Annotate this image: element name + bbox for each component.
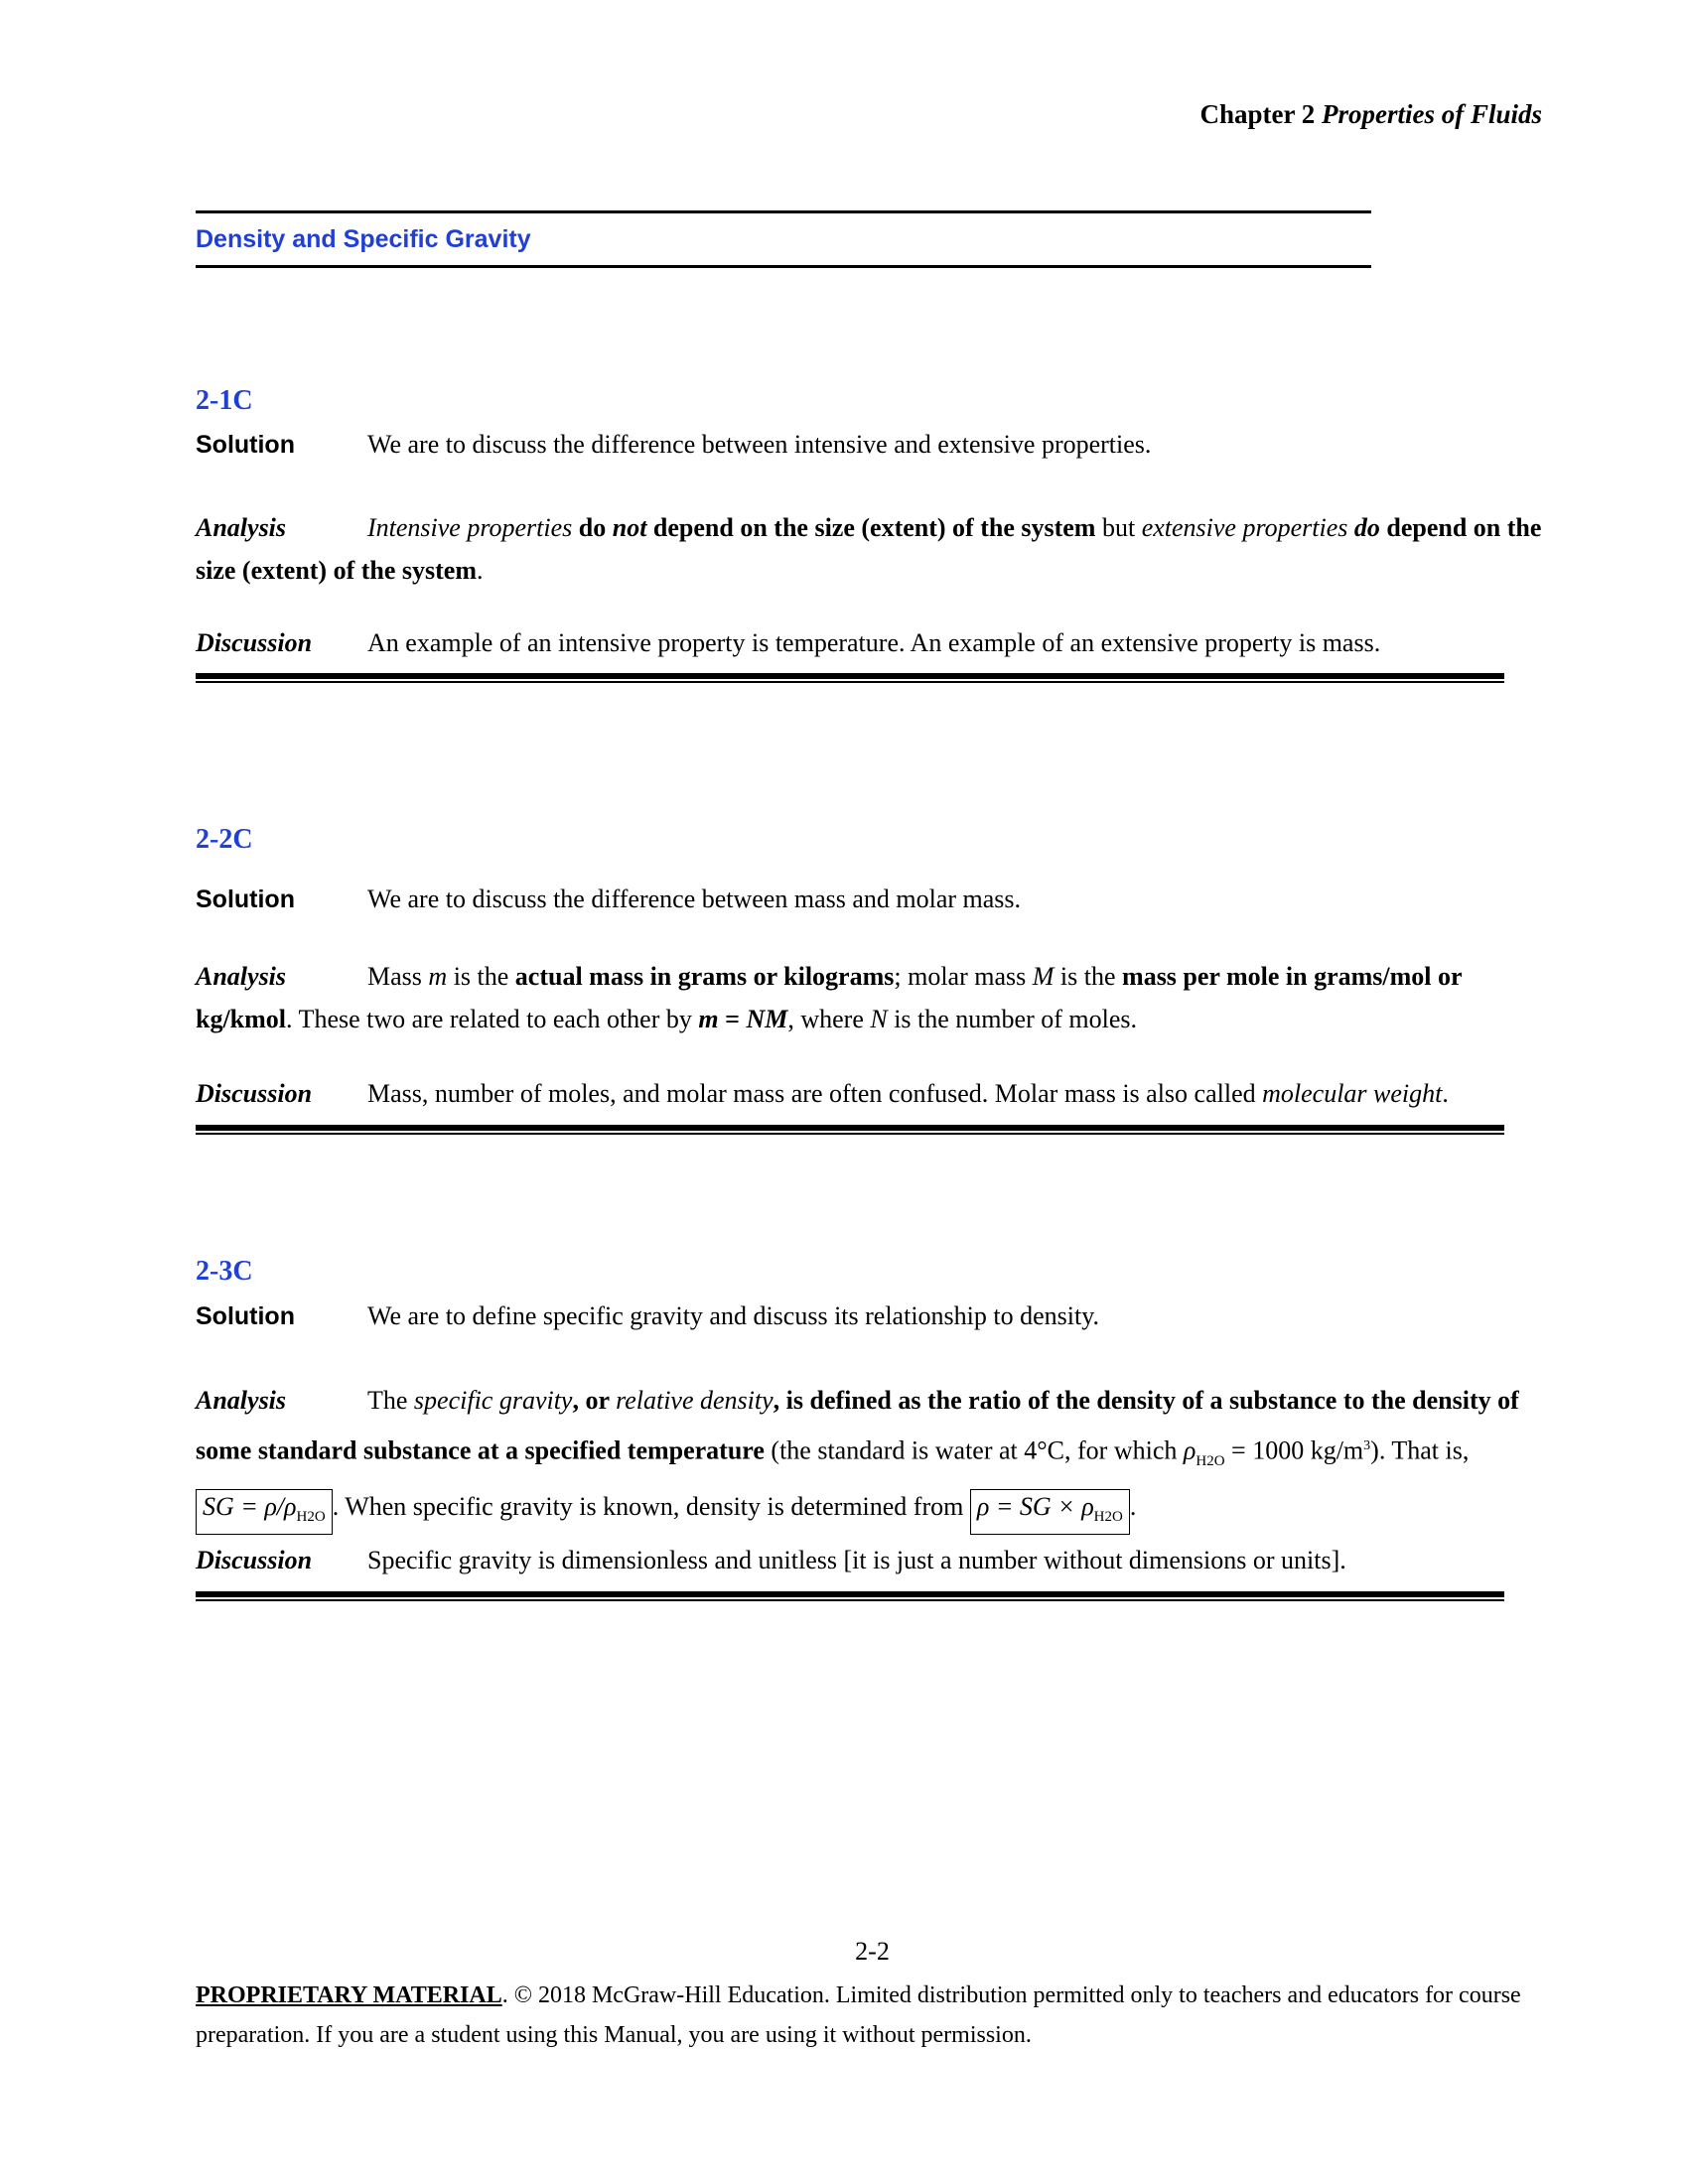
chapter-title: Properties of Fluids (1321, 99, 1542, 129)
analysis-text: = (718, 1005, 747, 1033)
analysis-text: m (428, 962, 448, 991)
analysis-text: do (572, 513, 613, 542)
problem-divider (196, 673, 1504, 683)
analysis-text: is the number of moles. (887, 1005, 1137, 1033)
analysis-text: M (1032, 962, 1055, 991)
h2o-subscript: H2O (296, 1509, 326, 1526)
analysis-text: mass per mole in grams/mol or kg/kmol (196, 962, 1463, 1033)
analysis-paragraph (196, 506, 1546, 592)
copyright-footer (196, 1976, 1546, 2055)
solution-label: Solution (196, 1302, 295, 1330)
exponent: 3 (1363, 1438, 1371, 1453)
analysis-text: = 1000 kg/m (1224, 1435, 1364, 1465)
analysis-text: not (612, 513, 647, 542)
page-number: 2-2 (855, 1937, 890, 1966)
analysis-label: Analysis (196, 513, 287, 542)
sg-equation-box (196, 1489, 333, 1535)
h2o-subscript: H2O (1196, 1452, 1225, 1469)
analysis-text: but (1095, 513, 1142, 542)
discussion-text: molecular weight (1262, 1079, 1443, 1108)
section-title: Density and Specific Gravity (196, 225, 531, 253)
analysis-text: The (367, 1386, 414, 1415)
chapter-header (1199, 99, 1542, 130)
discussion-text: . (1442, 1079, 1449, 1108)
analysis-text: extensive properties (1141, 513, 1348, 542)
analysis-text: relative density (616, 1386, 774, 1415)
solution-line (196, 423, 1546, 467)
chapter-number: Chapter 2 (1199, 99, 1316, 129)
analysis-text: N (870, 1005, 888, 1033)
analysis-text: the ratio of the density of a substance to the density of some standard substance at a specified temperature (196, 1386, 1519, 1465)
proprietary-label: PROPRIETARY MATERIAL (196, 1982, 502, 2008)
analysis-paragraph (196, 955, 1546, 1040)
analysis-text: is the (447, 962, 515, 991)
solution-line (196, 878, 1546, 921)
analysis-text: do (1347, 513, 1380, 542)
analysis-text: Intensive properties (367, 513, 573, 542)
analysis-label: Analysis (196, 1386, 287, 1415)
discussion-text: Specific gravity is dimensionless and unitless [it is just a number without dimensions or units]. (367, 1546, 1346, 1574)
equation-text: SG = ρ/ρ (203, 1491, 297, 1521)
analysis-text: m (698, 1005, 719, 1033)
problem-divider (196, 1591, 1504, 1601)
solution-line (196, 1295, 1546, 1338)
solution-label: Solution (196, 886, 295, 913)
discussion-label: Discussion (196, 628, 313, 657)
analysis-text: . These two are related to each other by (286, 1005, 699, 1033)
analysis-text: , is defined as (773, 1386, 927, 1415)
analysis-paragraph (196, 1378, 1546, 1535)
discussion-line (196, 621, 1546, 664)
analysis-text: , or (572, 1386, 617, 1415)
analysis-text: actual mass in grams or kilograms (514, 962, 895, 991)
solution-label: Solution (196, 431, 295, 459)
discussion-label: Discussion (196, 1079, 313, 1108)
density-equation-box (970, 1489, 1130, 1535)
discussion-line (196, 1539, 1546, 1581)
problem-number: 2-2C (196, 824, 253, 855)
section-header (196, 210, 1371, 268)
rho-symbol: ρ (1183, 1435, 1196, 1465)
analysis-text: , where (787, 1005, 871, 1033)
solution-text: We are to discuss the difference between intensive and extensive properties. (367, 430, 1152, 459)
analysis-text: depend on the size (extent) of the system (196, 513, 1542, 585)
analysis-text: NM (746, 1005, 788, 1033)
analysis-text: . When specific gravity is known, density is determined from (332, 1491, 970, 1521)
analysis-text: is the (1054, 962, 1123, 991)
analysis-label: Analysis (196, 962, 287, 991)
copyright-text: . © 2018 McGraw-Hill Education. Limited distribution permitted only to teachers and educators for course preparation. If you are a student using this Manual, you are using it without permission. (196, 1982, 1521, 2048)
problem-number: 2-3C (196, 1256, 253, 1287)
analysis-text: Mass (367, 962, 429, 991)
discussion-line (196, 1072, 1546, 1115)
analysis-text: (the standard is water at 4°C, for which (764, 1435, 1184, 1465)
discussion-text: An example of an intensive property is temperature. An example of an extensive property is mass. (367, 628, 1381, 657)
discussion-text: Mass, number of moles, and molar mass are often confused. Molar mass is also called (367, 1079, 1263, 1108)
problem-number: 2-1C (196, 385, 253, 416)
analysis-text: . (477, 556, 484, 585)
solution-text: We are to define specific gravity and discuss its relationship to density. (367, 1301, 1100, 1330)
analysis-text: ; molar mass (894, 962, 1033, 991)
analysis-text: ). That is, (1370, 1435, 1470, 1465)
analysis-text: depend on the size (extent) of the system (646, 513, 1096, 542)
equation-text: ρ = SG × ρ (976, 1491, 1094, 1521)
problem-divider (196, 1125, 1504, 1135)
analysis-text: specific gravity (413, 1386, 573, 1415)
analysis-text: . (1129, 1491, 1137, 1521)
h2o-subscript: H2O (1093, 1509, 1123, 1526)
discussion-label: Discussion (196, 1546, 313, 1574)
solution-text: We are to discuss the difference between mass and molar mass. (367, 885, 1022, 913)
